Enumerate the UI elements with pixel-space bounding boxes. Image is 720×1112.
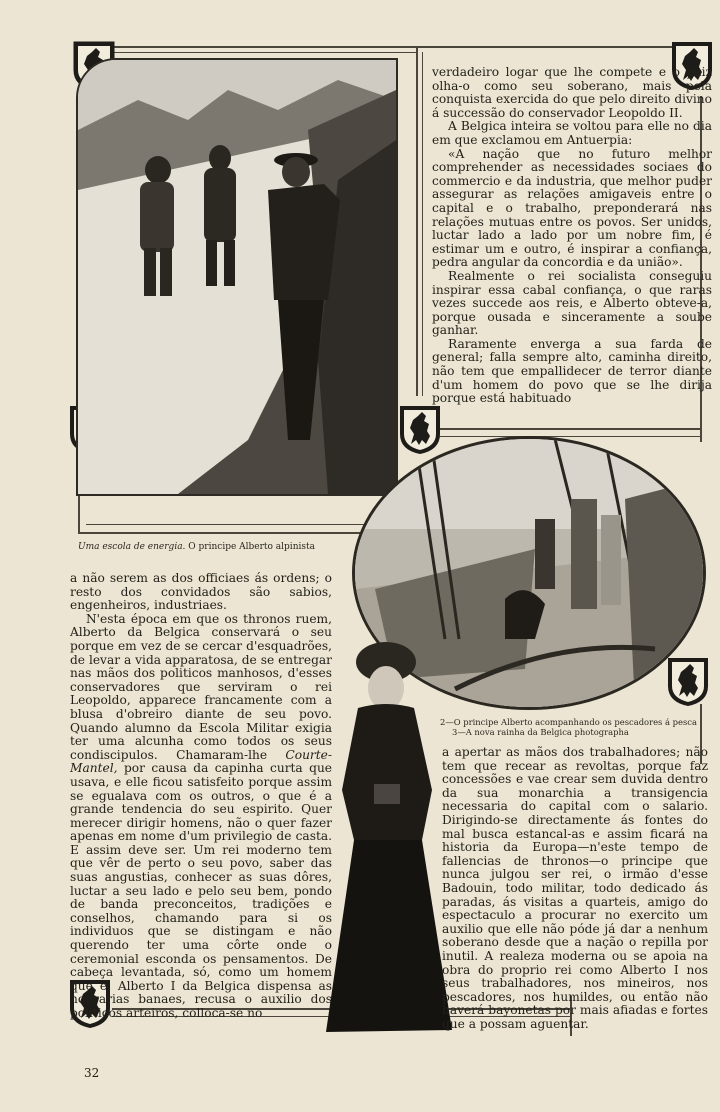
paragraph: a não serem as dos officiaes ás ordens; o resto dos convidados são sabios, engenheiros, industriaes. (70, 571, 332, 613)
paragraph: Realmente o rei socialista conseguiu inspirar essa cabal confiança, o que raras vezes succede aos reis, e Alberto obteve-a, porque ousada e sinceramente a soube ganhar. (432, 268, 712, 338)
photo1-caption-text: O principe Alberto alpinista (188, 542, 315, 552)
frame-line-top-right (416, 46, 418, 396)
paragraph: a apertar as mãos dos trabalhadores; não tem que recear as revoltas, porque faz concessões e vae crear sem duvida dentro da sua monarchia a transigencia necessaria do capital com o salario. Dirigindo-se directamente ás fontes do mal busca estancal-as e assim ficará na historia da Europa—n'este tempo de fallencias de thronos—o principe que nunca julgou ser rei, o irmão d'esse Badouin, todo militar, todo dedicado ás paradas, ás visitas a quarteis, amigo do espectaculo a procurar no exercito um auxilio que elle não póde já dar a nenhum soberano desde que a nação o repilla por inutil. A realeza moderna ou se apoia na obra do proprio rei como Alberto I nos seus trabalhadores, nos mineiros, nos pescadores, nos humildes, ou então não haverá bayonetas por mais afiadas e fortes que a possam aguentar. (442, 745, 708, 1031)
paragraph: A Belgica inteira se voltou para elle no dia em que exclamou em Antuerpia: (432, 119, 712, 147)
lion-shield-icon (666, 656, 710, 708)
col-left-bottom (70, 572, 332, 1021)
paragraph: «A nação que no futuro melhor comprehender as necessidades sociaes do commercio e da industria, que melhor puder assegurar as relações amigaveis entre o capital e o trabalho, preponderará nas relações mutuas entre os povos. Ser unidos, luctar lado a lado por um nobre fim, é estimar um e outro, é inspirar a confiança, pedra angular da concordia e da união». (432, 146, 712, 270)
photo1-caption (78, 542, 398, 553)
photo2-caption: 2—O principe Alberto acompanhando os pescadores á pesca (440, 717, 697, 727)
frame-line-left-bottom (78, 532, 378, 534)
paragraph-text: por causa da capinha curta que usava, e elle ficou satisfeito porque assim se egualava com os outros, o que é a grande tendencia do seu espirito. Quer merecer dirigir homens, não o quer fazer apenas em nome d'um privilegio de casta. E assim deve ser. Um rei moderno tem que vêr de perto o seu povo, saber das suas angustias, conhecer as suas dôres, luctar a seu lado e pelo seu bem, pondo de banda preconceitos, tradições e conselhos, chamando para si os individuos que se distingam e não querendo ter uma côrte onde o ceremonial esconda os pensamentos. De cabeça levantada, só, como um homem que é, Alberto I da Belgica dispensa as honrarias banaes, recusa o auxilio dos politicos arteiros, colloca-se no (70, 761, 333, 1020)
photo3-caption: 3—A nova rainha da Belgica photographa (452, 727, 629, 737)
frame-line-top (96, 46, 416, 48)
col-right-top (432, 66, 712, 406)
col-right-bottom (442, 746, 708, 1031)
paragraph-text: N'esta época em que os thronos ruem, Alberto da Belgica conservará o seu porque em vez de se cercar d'esquadrões, de levar a vida apparatosa, de se entregar nas mãos dos politicos manhosos, d'esses conservadores que serviram o rei Leopoldo, apparece francamente com a blusa d'obreiro diante de seu povo. Quando alumno da Escola Militar exigia ter uma alcunha como todos os seus condiscipulos. Chamaram-lhe (70, 611, 332, 762)
frame-line-right-top (418, 46, 680, 48)
frame-line-top-2 (96, 52, 416, 53)
frame-line-left-bottom-2 (86, 524, 370, 525)
paragraph: verdadeiro logar que lhe compete e o paiz olha-o como seu soberano, mais pela conquista exercida do que pelo direito divino á successão do conservador Leopoldo II. (432, 65, 712, 120)
frame-line-mid-2 (436, 436, 700, 437)
frame-line-mid (420, 428, 700, 430)
frame-line-top-right-2 (422, 52, 423, 396)
paragraph: Raramente enverga a sua farda de general; falla sempre alto, caminha direito, não tem que empallidecer de terror diante d'um homem do povo que se lhe dirija porque está habituado (432, 336, 712, 406)
nickname: Courte-Mantel, (70, 747, 332, 776)
alpinist-photo (76, 58, 398, 496)
page-number: 32 (84, 1066, 100, 1080)
paragraph (70, 613, 332, 1021)
photo1-caption-italic: Uma escola de energia. (78, 542, 186, 552)
lion-shield-icon (398, 404, 442, 456)
